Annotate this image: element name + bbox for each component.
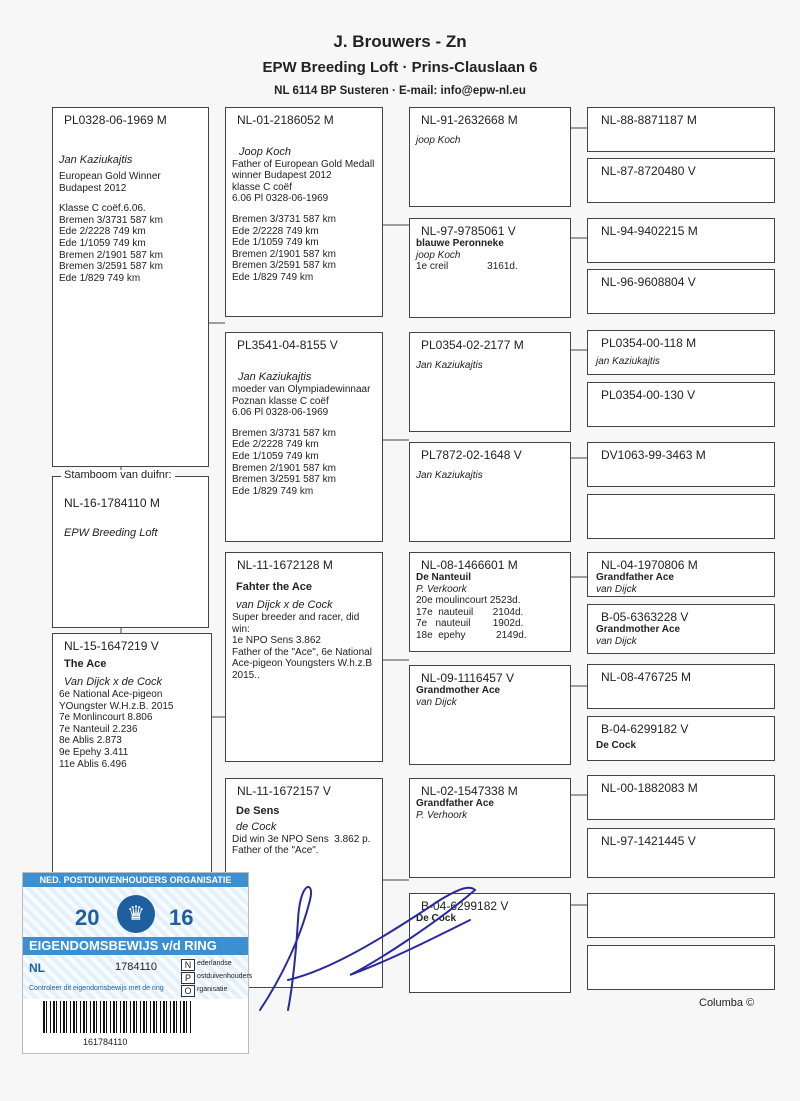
dam-result: 9e Epehy 3.411	[59, 746, 129, 758]
gen3-name: blauwe Peronneke	[416, 238, 504, 249]
sire-result: Ede 2/2228 749 km	[59, 226, 146, 238]
gen2-result: Bremen 3/2591 587 km	[232, 260, 336, 272]
signature	[240, 860, 500, 1020]
card-fine-print: Controleer dit eigendomsbewijs met de ring	[29, 985, 164, 992]
gen2-result: Ede 2/2228 749 km	[232, 225, 319, 237]
gen4-box	[587, 716, 775, 761]
gen2-name: Fahter the Ace	[236, 581, 313, 593]
gen2-line: 1e NPO Sens 3.862	[232, 635, 321, 647]
gen3-line: 18e epehy 2149d.	[416, 629, 527, 641]
gen4-box	[587, 442, 775, 487]
gen2-line: Poznan klasse C coëf	[232, 395, 329, 407]
gen3-box	[409, 332, 571, 432]
gen2-result: Bremen 2/1901 587 km	[232, 462, 336, 474]
gen2-name: De Sens	[236, 805, 280, 817]
breeder-name: J. Brouwers - Zn	[333, 32, 467, 51]
gen3-ring: B-04-6299182 V	[421, 899, 509, 913]
gen3-ring: PL0354-02-2177 M	[421, 338, 524, 352]
gen4-box	[587, 552, 775, 597]
sire-line: European Gold Winner	[59, 171, 161, 182]
footer-credit: Columba ©	[699, 997, 755, 1009]
gen4-box	[587, 494, 775, 539]
gen2-result: Ede 1/1059 749 km	[232, 450, 319, 462]
gen3-name: De Nanteuil	[416, 572, 472, 583]
gen3-ring: NL-09-1116457 V	[421, 671, 514, 685]
gen2-line: 6.06 Pl 0328-06-1969	[232, 407, 329, 419]
gen2-ring: NL-11-1672128 M	[237, 558, 333, 572]
gen2-line: Super breeder and racer, did	[232, 612, 360, 623]
gen2-box	[225, 107, 383, 317]
dam-result: 11e Ablis 6.496	[59, 758, 127, 770]
gen2-ring: NL-01-2186052 M	[237, 113, 334, 127]
gen2-line: 2015..	[232, 669, 260, 681]
dam-result: 8e Ablis 2.873	[59, 735, 122, 747]
card-word: ostduivenhouders	[197, 973, 253, 980]
gen2-line: Did win 3e NPO Sens 3.862 p.	[232, 833, 371, 845]
loft-address: EPW Breeding Loft · Prins-Clauslaan 6	[262, 59, 538, 76]
sire-line: Budapest 2012	[59, 182, 127, 194]
gen3-owner: joop Koch	[416, 135, 461, 146]
gen4-box	[587, 269, 775, 314]
lion-crest-icon: ♛	[117, 895, 155, 933]
gen3-line: 20e moulincourt 2523d.	[416, 595, 521, 607]
gen3-line: 7e nauteuil 1902d.	[416, 618, 524, 630]
gen3-name: Grandfather Ace	[416, 798, 494, 809]
gen3-owner: van Dijck	[416, 696, 457, 708]
subject-owner: EPW Breeding Loft	[64, 527, 158, 539]
gen4-ring: NL-87-8720480 V	[601, 164, 696, 178]
barcode	[43, 1001, 193, 1033]
gen4-box	[587, 107, 775, 152]
card-word: rganisatie	[197, 986, 228, 993]
card-letter: N	[181, 959, 195, 971]
gen3-owner: Jan Kaziukajtis	[416, 470, 483, 481]
gen2-box	[225, 332, 383, 542]
gen2-ring: PL3541-04-8155 V	[237, 338, 338, 352]
gen4-box	[587, 382, 775, 427]
gen2-owner: Jan Kaziukajtis	[238, 371, 312, 383]
gen2-result: Ede 2/2228 749 km	[232, 439, 319, 451]
dam-result: 6e National Ace-pigeon	[59, 689, 163, 700]
gen2-ring: NL-11-1672157 V	[237, 784, 331, 798]
gen4-ring: NL-97-1421445 V	[601, 834, 696, 848]
gen2-result: Bremen 3/3731 587 km	[232, 213, 336, 225]
gen2-line: Father of the "Ace", 6e National	[232, 646, 372, 658]
gen4-ring: NL-96-9608804 V	[601, 275, 696, 289]
gen4-ring: PL0354-00-130 V	[601, 388, 696, 402]
gen3-ring: NL-02-1547338 M	[421, 784, 518, 798]
gen2-owner: Joop Koch	[239, 146, 291, 158]
gen3-box	[409, 107, 571, 207]
gen3-ring: NL-08-1466601 M	[421, 558, 518, 572]
gen3-ring: NL-97-9785061 V	[421, 224, 516, 238]
gen2-line: win:	[232, 623, 250, 635]
card-year-right: 16	[169, 905, 194, 930]
card-letter: P	[181, 972, 195, 984]
gen4-box	[587, 158, 775, 203]
gen2-owner: van Dijck x de Cock	[236, 599, 333, 611]
gen3-owner: Jan Kaziukajtis	[416, 360, 483, 371]
gen2-result: Bremen 3/3731 587 km	[232, 427, 336, 439]
gen2-result: Bremen 3/2591 587 km	[232, 474, 336, 486]
dam-owner: Van Dijck x de Cock	[64, 676, 163, 688]
gen3-owner: P. Verhoork	[416, 809, 468, 821]
gen4-name: Grandfather Ace	[596, 572, 674, 583]
gen2-owner: de Cock	[236, 821, 277, 833]
gen2-line: winner Budapest 2012	[232, 170, 332, 182]
sire-result: Klasse C coëf.6.06.	[59, 203, 146, 215]
gen3-line: 17e nauteuil 2104d.	[416, 606, 524, 618]
gen2-box	[225, 552, 383, 762]
card-word: ederlandse	[197, 960, 232, 967]
gen4-box	[587, 604, 775, 654]
gen4-ring: NL-04-1970806 M	[601, 558, 698, 572]
gen4-box	[587, 828, 775, 878]
sire-result: Bremen 3/3731 587 km	[59, 214, 163, 226]
gen2-result: Ede 1/829 749 km	[232, 485, 314, 497]
subject-pigeon-box	[52, 469, 209, 628]
dam-ring: NL-15-1647219 V	[64, 639, 159, 653]
gen4-ring: NL-00-1882083 M	[601, 781, 698, 795]
gen3-ring: PL7872-02-1648 V	[421, 448, 522, 462]
gen2-result: Ede 1/829 749 km	[232, 271, 314, 283]
gen4-box	[587, 945, 775, 990]
card-country: NL	[29, 961, 45, 975]
sire-box	[52, 107, 209, 467]
gen2-result: Ede 1/1059 749 km	[232, 237, 319, 249]
gen4-box	[587, 330, 775, 375]
gen3-box	[409, 665, 571, 765]
sire-ring: PL0328-06-1969 M	[64, 113, 167, 127]
card-title: EIGENDOMSBEWIJS v/d RING	[23, 937, 248, 955]
gen3-name: Grandmother Ace	[416, 685, 501, 696]
subject-ring: NL-16-1784110 M	[64, 496, 160, 510]
dam-name: The Ace	[64, 658, 107, 670]
ownership-card	[22, 872, 253, 1054]
gen4-owner: van Dijck	[596, 635, 637, 647]
gen4-owner: van Dijck	[596, 583, 637, 595]
gen3-line: 1e creil 3161d.	[416, 261, 518, 273]
gen2-line: Father of European Gold Medall	[232, 158, 375, 170]
gen4-box	[587, 775, 775, 820]
gen2-line: Ace-pigeon Youngsters W.h.z.B	[232, 658, 373, 670]
gen4-ring: NL-08-476725 M	[601, 670, 692, 684]
dam-result: YOungster W.H.z.B. 2015	[59, 700, 174, 712]
gen4-ring: B-05-6363228 V	[601, 610, 689, 624]
pedigree-label: Stamboom van duifnr:	[61, 470, 175, 482]
dam-result: 7e Nanteuil 2.236	[59, 723, 138, 735]
barcode-number: 161784110	[83, 1037, 128, 1047]
gen3-owner: P. Verkoork	[416, 583, 467, 595]
sire-result: Ede 1/829 749 km	[59, 272, 141, 284]
gen2-line: Father of the "Ace".	[232, 845, 319, 857]
sire-result: Bremen 3/2591 587 km	[59, 261, 163, 273]
gen3-ring: NL-91-2632668 M	[421, 113, 518, 127]
gen2-result: Bremen 2/1901 587 km	[232, 248, 336, 260]
gen4-box	[587, 218, 775, 263]
gen4-ring: NL-94-9402215 M	[601, 224, 698, 238]
gen2-line: klasse C coëf	[232, 181, 293, 193]
card-ring-number: 1784110	[115, 961, 158, 973]
gen4-ring: DV1063-99-3463 M	[601, 448, 706, 462]
sire-result: Bremen 2/1901 587 km	[59, 249, 163, 261]
gen4-name: De Cock	[596, 740, 637, 751]
card-year-left: 20	[75, 905, 100, 930]
gen4-owner: jan Kaziukajtis	[596, 356, 660, 367]
gen2-line: moeder van Olympiadewinnaar	[232, 384, 371, 395]
gen4-name: Grandmother Ace	[596, 624, 681, 635]
gen3-box	[409, 218, 571, 318]
gen2-line: 6.06 Pl 0328-06-1969	[232, 193, 329, 205]
gen4-ring: B-04-6299182 V	[601, 722, 689, 736]
gen4-box	[587, 893, 775, 938]
sire-owner: Jan Kaziukajtis	[59, 154, 133, 166]
gen3-box	[409, 552, 571, 652]
gen4-ring: NL-88-8871187 M	[601, 113, 697, 127]
gen3-owner: joop Koch	[416, 249, 461, 261]
gen3-name: De Cock	[416, 913, 457, 924]
gen3-box	[409, 442, 571, 542]
card-letter: O	[181, 985, 195, 997]
gen4-ring: PL0354-00-118 M	[601, 336, 697, 350]
sire-result: Ede 1/1059 749 km	[59, 237, 146, 249]
dam-result: 7e Monlincourt 8.806	[59, 712, 153, 724]
card-org: NED. POSTDUIVENHOUDERS ORGANISATIE	[23, 873, 248, 887]
gen4-box	[587, 664, 775, 709]
contact-line: NL 6114 BP Susteren · E-mail: info@epw-nl.eu	[274, 85, 526, 97]
